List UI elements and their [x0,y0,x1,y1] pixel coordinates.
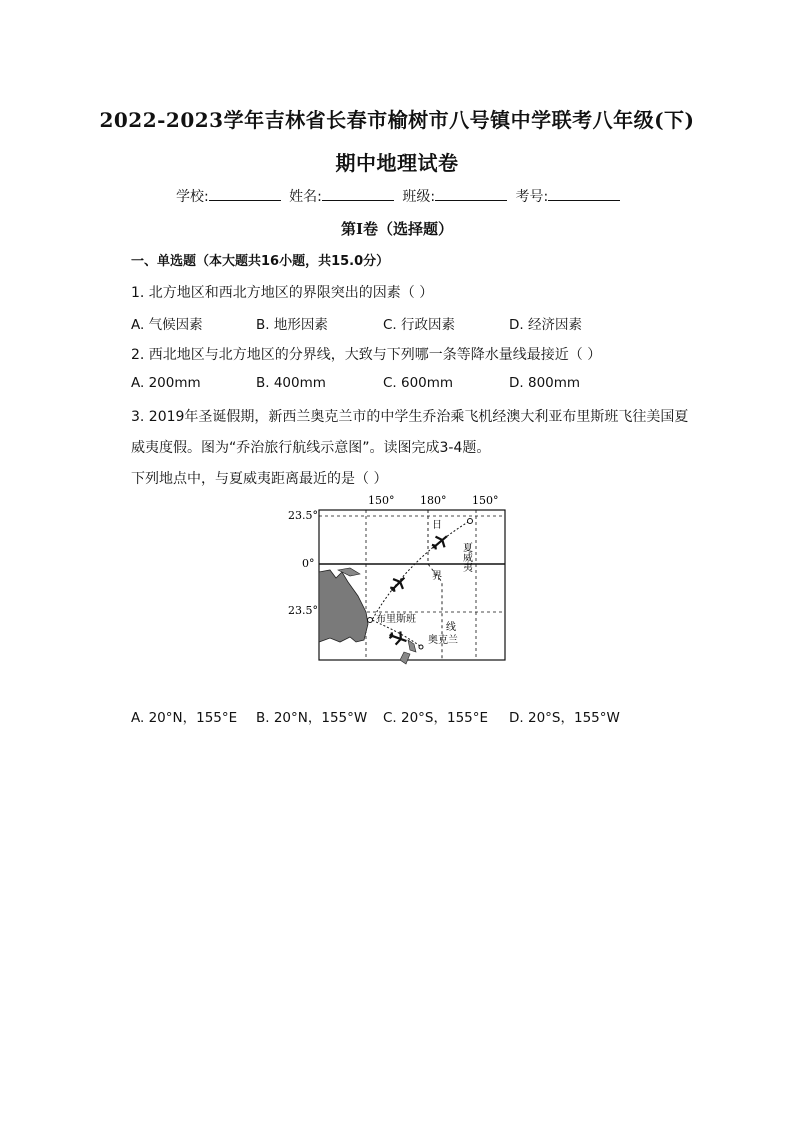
name-blank[interactable] [322,188,394,201]
school-blank[interactable] [209,188,281,201]
date-line-char-1: 日 [432,520,442,531]
auckland-point [419,645,423,649]
name-label: 姓名: [289,189,322,205]
question-3-stem-line-3: 下列地点中，与夏威夷距离最近的是（ ） [131,471,388,487]
title-line-1: 2022-2023学年吉林省长春市榆树市八号镇中学联考八年级(下) [99,108,695,132]
lat-label-23s: 23.5° [288,604,318,617]
school-label: 学校: [176,189,209,205]
question-3-option-a[interactable]: A. 20°N，155°E [131,710,238,726]
lat-label-equator: 0° [302,557,315,570]
question-3-option-d[interactable]: D. 20°S，155°W [509,710,620,726]
auckland-label: 奥克兰 [428,635,458,646]
australia-landmass [319,570,368,642]
question-2-option-a[interactable]: A. 200mm [131,375,201,391]
question-2-stem: 2. 西北地区与北方地区的分界线，大致与下列哪一条等降水量线最接近（ ） [131,347,602,363]
number-label: 考号: [515,189,549,205]
date-line-char-2: 界 [432,571,442,582]
question-3-stem-line-1: 3. 2019年圣诞假期，新西兰奥克兰市的中学生乔治乘飞机经澳大利亚布里斯班飞往美国夏 [131,409,689,425]
brisbane-point [368,618,373,623]
part-heading: 一、单选题（本大题共16小题，共15.0分） [131,254,390,269]
new-zealand-north-island [408,640,416,652]
title-line-2: 期中地理试卷 [335,151,459,175]
lon-label-150e: 150° [368,494,395,507]
question-3-option-c[interactable]: C. 20°S，155°E [383,710,489,726]
travel-route-map [280,492,520,672]
class-label: 班级: [402,189,436,205]
class-blank[interactable] [435,188,507,201]
question-2-option-d[interactable]: D. 800mm [509,375,581,391]
question-1-option-a[interactable]: A. 气候因素 [131,317,203,333]
new-zealand-south-island [400,652,410,664]
section-title: 第I卷（选择题） [340,220,454,238]
brisbane-label: 布里斯班 [376,614,416,625]
hawaii-point [468,519,473,524]
student-info-row [176,186,624,206]
question-1-option-c[interactable]: C. 行政因素 [383,317,456,333]
question-3-option-b[interactable]: B. 20°N，155°W [256,710,368,726]
lat-label-23n: 23.5° [288,509,318,522]
question-3-stem-line-2: 威夷度假。图为“乔治旅行航线示意图”。读图完成3-4题。 [131,440,491,456]
question-1-stem: 1. 北方地区和西北方地区的界限突出的因素（ ） [131,285,434,301]
airplane-icon [387,628,409,647]
lon-label-180: 180° [420,494,447,507]
question-1-option-b[interactable]: B. 地形因素 [256,317,328,333]
date-line-char-3: 线 [446,622,456,633]
question-1-option-d[interactable]: D. 经济因素 [509,317,582,333]
lon-label-150w: 150° [472,494,499,507]
hawaii-label: 夏威夷 [460,542,472,572]
airplane-icon [429,531,452,553]
question-2-option-b[interactable]: B. 400mm [256,375,326,391]
question-2-option-c[interactable]: C. 600mm [383,375,454,391]
number-blank[interactable] [548,188,620,201]
